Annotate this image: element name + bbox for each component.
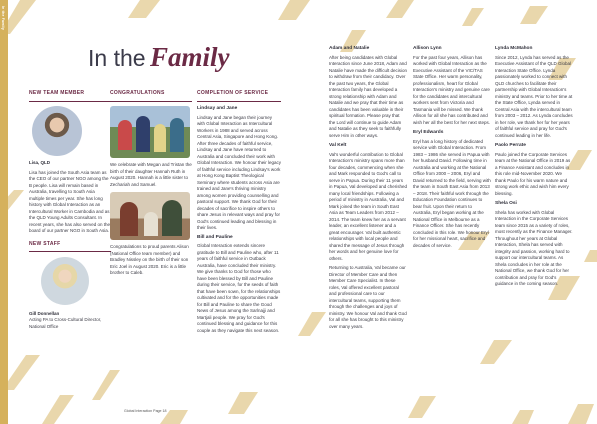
alison-family-photo: [110, 192, 190, 240]
page-title-part1: In the: [88, 45, 146, 71]
val-body-1: Val's wonderful contribution to Global Interaction's ministry spans more than four decades, commencing when she and Mark responded to God's call to serve in Papua. During their 11 years in Papua, Val developed and cherished many local friendships. Following a period of ministry in Australia, Val and Mark joined the team in South East Asia as Team Leaders from 2012 – 2014. The team knew her as a servant leader, an excellent listener and a great encourager. Val built authentic relationships with local people and shared the message of Jesus through her words and her genuine love for others.: [329, 151, 407, 261]
heading-rule: [29, 251, 111, 252]
side-tab-label: In the Family: [1, 6, 5, 30]
heading-new-team-member: NEW TEAM MEMBER: [29, 90, 85, 96]
lindsay-title: Lindsay and Jane: [197, 106, 238, 112]
gill-name: Gill Donnellan: [29, 310, 60, 316]
page-title: [88, 42, 230, 73]
paolo-body: Paulo joined the Corporate Services team at the National Office in 2019 as a Finance Assistant and concludes in this role mid-November 2020. We thank Paulo for his warm nature and strong work ethic and wish him every blessing.: [495, 151, 571, 196]
column-completion: [197, 90, 281, 337]
val-title: Val Kelt: [329, 143, 347, 148]
lynda-body: Since 2012, Lynda has served as the Executive Assistant of the QLD Global Interaction State Office. Lynda passionately worked to connect with QLD churches to facilitate their partnership with Global Interaction's ministry and teams. Prior to her time at the State Office, Lynda served in Central Asia with the intercultural team from 2003 – 2012. As Lynda concludes in her role, we thank her for her years of faithful service and pray for God's continued leading in her life.: [495, 54, 573, 138]
shela-title: Shela Osi: [495, 201, 517, 206]
allison-title: Allison Lynn: [413, 46, 442, 51]
column-new-team-member: [29, 90, 111, 333]
congrats-alison-text: Congratulations to proud parents Alison (National Office team member) and Bradley Nissley on the birth of their son Eric Joel in August 2020. Eric is a little brother to Caleb.: [110, 244, 189, 276]
heading-rule: [29, 101, 111, 102]
lisa-name: Lisa, QLD: [29, 160, 51, 166]
page-title-part2: Family: [150, 42, 230, 72]
lynda-title: Lynda McMahon: [495, 46, 533, 51]
gill-photo: [41, 257, 89, 305]
heading-new-staff: NEW STAFF: [29, 240, 61, 247]
lindsay-body: Lindsay and Jane began their journey with Global Interaction as Intercultural Workers in 1988 and served across Central Asia, Singapore and Hong Kong. After three decades of faithful service, Lindsay and Jane have returned to Australia and concluded their work with Global Interaction. We honour their legacy of faithful service including Lindsay's work at Hong Kong Baptist Theological Seminary where students across Asia are trained and Jane's thriving ministry among women providing counselling and pastoral support. We thank God for their decades of sacrifice to inspire others to share Jesus in relevant ways and pray for God's continued leading and blessing in their lives.: [197, 114, 281, 231]
lisa-photo: [32, 106, 82, 156]
megan-family-photo: [110, 106, 190, 158]
bill-body: Global Interaction extends sincere gratitude to Bill and Pauline who, after 11 years of faithful service in Outback Australia, have concluded their ministry. We give thanks to God for those who have been blessed by Bill and Pauline during their service, for the seeds of faith that have been sown, for the relationships cultivated and for the opportunities made for Bill and Pauline to share the Good News of Jesus among the Sarlnajji and Martjali people. We pray for God's continued blessing and guidance for this couple as they navigate this next season.: [197, 243, 281, 333]
adam-body: After being candidates with Global Interaction since June 2018, Adam and Natalie have made the difficult decision to withdraw from their candidacy. Over the past two years, the Global Interaction family has developed a strong relationship with Adam and Natalie and we pray that their time as candidates has been valuable in their spiritual formation. Please pray that the Lord will continue to guide Adam and Natalie as they seek to faithfully serve Him in other ways.: [329, 54, 407, 138]
bill-title: Bill and Pauline: [197, 234, 233, 240]
page-footer: Global Interaction Page 18: [124, 409, 167, 413]
column-adam-val: [329, 46, 407, 333]
allison-body: For the past four years, Allison has worked with Global Interaction as the Executive Assistant of the VIC/TAS State Office. Her warm personality, professionalism, heart for Global Interaction's ministry and genuine care for the candidates and intercultural workers sent from Victoria and Tasmania will be missed. We thank Allison for all she has contributed and wish her all the best for her next steps.: [413, 54, 491, 125]
lisa-bio: Lisa has joined the South Asia team as the CEO of our partner NGO among the B people. Lisa will remain based in Australia, travelling to South Asia multiple times per year. She has long history with Global Interaction as an Intercultural Worker in Cambodia and as the QLD Young Adults Consultant. In recent years, she has also served on the board of our partner NGO in South Asia.: [29, 169, 111, 234]
congrats-megan-text: We celebrate with Megan and Tristan the birth of their daughter Hannah Ruth in August 2020. Hannah is a little sister to Zechariah and Samuel.: [110, 162, 192, 187]
eryl-body: Eryl has a long history of dedicated service with Global Interaction. From 1983 – 1986 she served in Papua with her husband David. Following time in Australia and working at the National Office from 2000 – 2006, Eryl and David returned to the field, serving with the team in South East Asia from 2013 – 2018. Their faithful work through the Education Foundation continues to bear fruit. Upon their return to Australia, Eryl began working at the National Office in Melbourne as a Finance Officer. She has recently concluded in this role. We honour Eryl for her missional heart, sacrifice and decades of service.: [413, 138, 491, 248]
heading-rule: [197, 101, 281, 102]
gill-role: Acting PA to Cross-Cultural Director, National Office: [29, 317, 102, 329]
adam-title: Adam and Natalie: [329, 46, 370, 51]
column-allison-eryl: [413, 46, 491, 252]
column-congratulations: [110, 90, 192, 280]
column-lynda-paolo-shela: [495, 46, 573, 291]
eryl-title: Eryl Edwards: [413, 130, 444, 135]
val-body-2: Returning to Australia, Val became our Director of Member Care and then Member Care Specialist. In these roles, Val offered excellent pastoral and professional care to our intercultural teams, supporting them through the challenges and joys of ministry. We honour Val and thank God for all she has brought to this ministry over many years.: [329, 265, 407, 329]
heading-rule: [110, 101, 192, 102]
paolo-title: Paolo Perrate: [495, 143, 526, 148]
heading-congratulations: CONGRATULATIONS: [110, 90, 165, 96]
heading-completion: COMPLETION OF SERVICE: [197, 90, 269, 96]
side-tab: [0, 0, 8, 424]
shela-body: Shela has worked with Global Interaction in the Corporate Services team since 2015 as a variety of roles, most recently as the Finance Manager. Throughout her years at Global Interaction, Shela has served with integrity and passion, working hard to support our intercultural teams. As Shela concludes in her role at the National Office, we thank God for her contribution and pray for God's guidance in the coming season.: [495, 209, 573, 286]
